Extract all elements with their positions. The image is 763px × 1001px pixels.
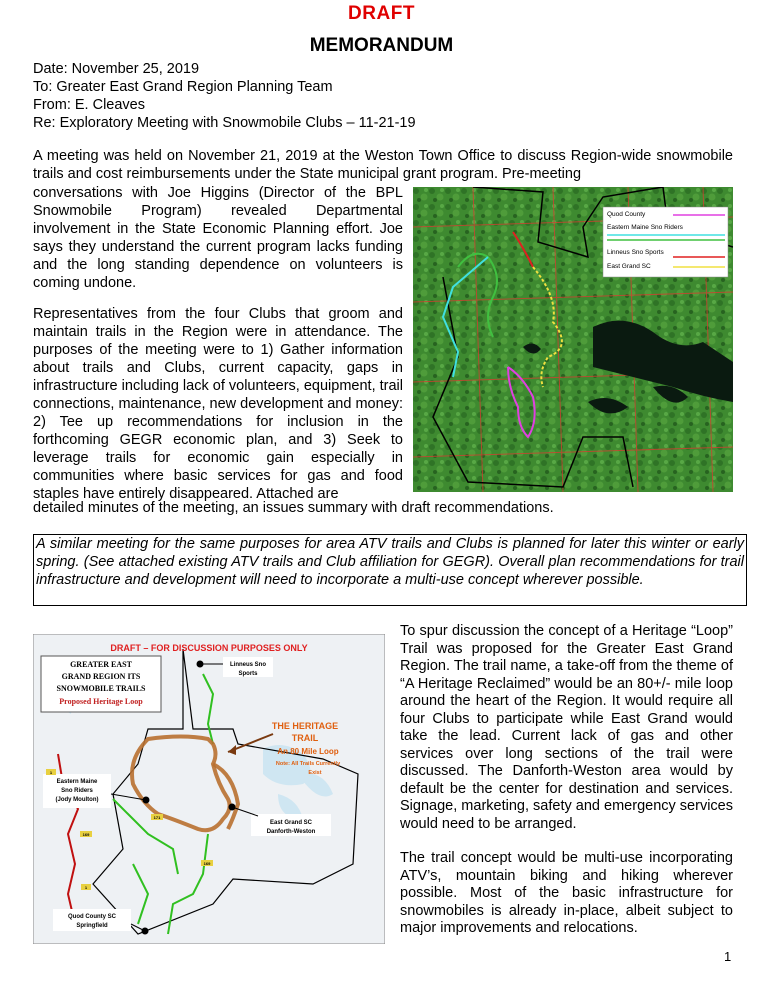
map-banner: DRAFT – FOR DISCUSSION PURPOSES ONLY	[110, 643, 308, 653]
club-emsr-1: Eastern Maine	[56, 779, 98, 785]
club-quod-1: Quod County SC	[68, 914, 116, 920]
club-emsr-3: (Jody Moulton)	[55, 797, 99, 803]
paragraph-2-tail: detailed minutes of the meeting, an issues summary with draft recommendations.	[33, 500, 554, 516]
atv-note-box: A similar meeting for the same purposes for area ATV trails and Clubs is planned for later this winter or early spring. (See attached existing ATV trails and Club affiliation for GEGR). Overall plan recommendations for trail infrastructure and development will need to incorporate a multi-use concept wherever possible.	[33, 534, 747, 606]
club-linneus-2: Sports	[238, 671, 258, 677]
paragraph-1-lead: A meeting was held on November 21, 2019 at the Weston Town Office to discuss Region-wide snowmobile trails and cost reimbursements under the State municipal grant program. Pre-meeting	[33, 148, 733, 182]
club-emsr-2: Sno Riders	[61, 788, 93, 794]
legend-label-3: East Grand SC	[607, 263, 651, 270]
draft-heading: DRAFT	[348, 3, 415, 24]
satellite-trails-map	[413, 187, 733, 492]
loop-title-1: THE HERITAGE	[271, 721, 339, 731]
route-badge-1: 1	[84, 885, 88, 890]
paragraph-4: The trail concept would be multi-use incorporating ATV’s, mountain biking and hiking wherever possible. Most of the basic infrastructure for snowmobiles is already in-place, albeit subject to major improvements and relocations.	[400, 850, 733, 936]
memo-re: Re: Exploratory Meeting with Snowmobile Clubs – 11-21-19	[33, 115, 416, 131]
route-badge-0: 1	[49, 770, 53, 775]
loop-title-2: TRAIL	[291, 733, 319, 743]
paragraph-2: Representatives from the four Clubs that groom and maintain trails in the Region were in attendance. The purposes of the meeting were to 1) Gather information about trails and Clubs, current capacity, gaps in infrastructure including lack of volunteers, equipment, trail connections, maintenance, new development and money: 2) Tee up recommendations for inclusion in the forthcoming GEGR economic plan, and 3) Seek to leverage trails for economic gain especially in communities where basic services for gas and food staples have entirely disappeared. Attached are	[33, 306, 403, 502]
route-badge-3: 169	[203, 861, 211, 866]
route-badge-4: 171	[153, 815, 161, 820]
memo-to: To: Greater East Grand Region Planning Team	[33, 79, 333, 95]
club-linneus-1: Linneus Sno	[230, 662, 266, 668]
loop-note-2: Exist	[308, 770, 322, 776]
memo-heading: MEMORANDUM	[309, 35, 454, 56]
loop-length: An 80 Mile Loop	[277, 747, 339, 756]
memo-from: From: E. Cleaves	[33, 97, 145, 113]
map-title-1: GREATER EAST	[70, 660, 132, 669]
paragraph-1-continued: conversations with Joe Higgins (Director of the BPL Snowmobile Program) revealed Departmental involvement in the State Economic Planning effort. Joe says they understand the current program lacks funding and the long standing dependence on volunteers is coming undone.	[33, 185, 403, 291]
map-title-3: SNOWMOBILE TRAILS	[56, 684, 146, 693]
map-title-2: GRAND REGION ITS	[61, 672, 141, 681]
legend-label-2: Linneus Sno Sports	[607, 249, 664, 256]
legend-label-1: Eastern Maine Sno Riders	[607, 224, 683, 231]
club-egsc-1: East Grand SC	[269, 820, 313, 826]
heritage-loop-map	[33, 634, 385, 944]
page-number: 1	[724, 949, 732, 964]
memo-date: Date: November 25, 2019	[33, 61, 200, 77]
right-column-text	[400, 623, 733, 955]
route-badge-2: 169	[82, 832, 90, 837]
legend-label-0: Quod County	[607, 211, 646, 218]
club-quod-2: Springfield	[76, 923, 108, 929]
club-egsc-2: Danforth-Weston	[266, 829, 316, 835]
map-subtitle: Proposed Heritage Loop	[59, 697, 143, 706]
loop-note-1: Note: All Trails Currently	[275, 761, 341, 767]
memo-header-block	[33, 60, 416, 132]
map-legend	[603, 207, 728, 277]
paragraph-3: To spur discussion the concept of a Heritage “Loop” Trail was proposed for the Greater East Grand Region. The trail name, a take-off from the theme of “A Heritage Reclaimed” would be an 80+/- mile loop around the heart of the Region. It would require all four Clubs to participate while East Grand would take the lead. Current lack of gas and other services over long sections of the trail were discussed. The Danforth-Weston area would by default be the center for destination and services. Signage, marketing, safety and emergency services would need to be arranged.	[400, 623, 733, 832]
